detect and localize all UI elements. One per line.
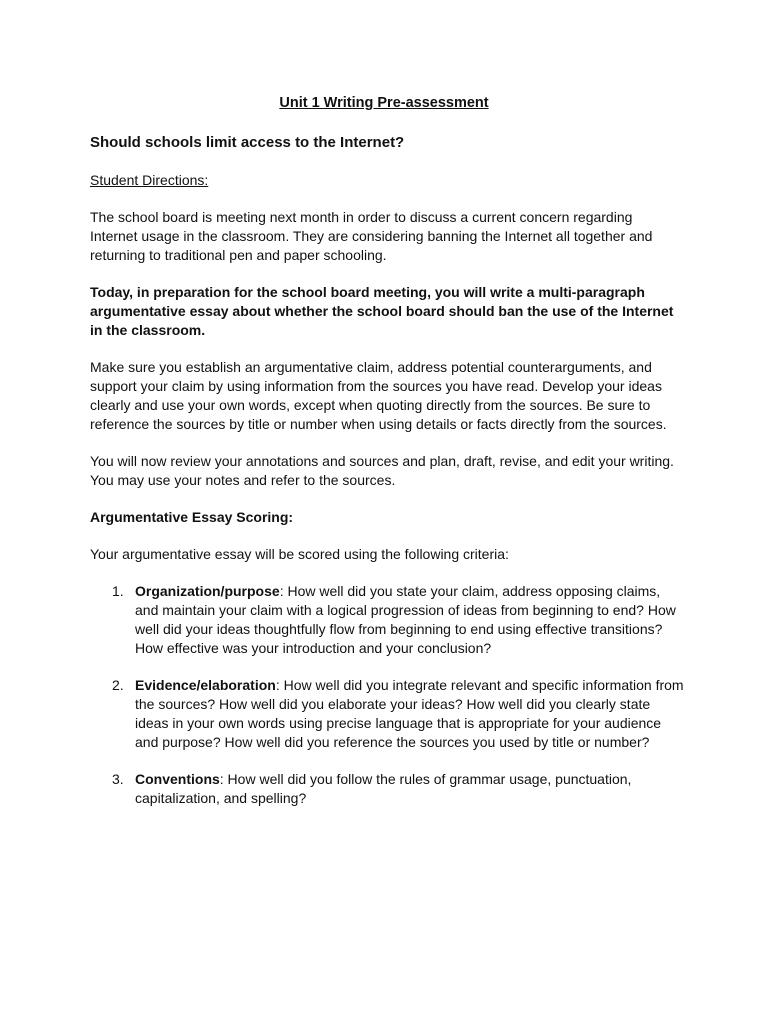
criteria-term: Evidence/elaboration: [135, 677, 276, 693]
criteria-item: [90, 676, 685, 752]
instructions-paragraph: Make sure you establish an argumentative claim, address potential counterarguments, and support your claim by using information from the sources you have read. Develop your ideas clearly and use your own words, except when quoting directly from the sources. Be sure to reference the sources by title or number when using details or facts directly from the sources.: [90, 359, 667, 432]
directions-heading: Student Directions:: [90, 172, 209, 188]
criteria-description: : How well did you state your claim, address opposing claims, and maintain your claim with a logical progression of ideas from beginning to end? How well did your ideas thoughtfully flow from beginning to end using effective transitions? How effective was your introduction and your conclusion?: [135, 583, 676, 656]
criteria-item: [90, 770, 685, 808]
criteria-list: [90, 582, 684, 808]
criteria-term: Conventions: [135, 771, 220, 787]
criteria-number: 2.: [112, 677, 124, 693]
context-paragraph: The school board is meeting next month in order to discuss a current concern regarding Internet usage in the classroom. They are considering banning the Internet all together and returning to traditional pen and paper schooling.: [90, 209, 653, 263]
criteria-number: 3.: [112, 771, 124, 787]
scoring-intro: Your argumentative essay will be scored using the following criteria:: [90, 546, 509, 562]
criteria-description: : How well did you integrate relevant and specific information from the sources? How well did you elaborate your ideas? How well did you clearly state ideas in your own words using precise language that is appropriate for your audience and purpose? How well did you reference the sources you used by title or number?: [135, 677, 684, 750]
scoring-heading: Argumentative Essay Scoring:: [90, 509, 294, 525]
review-paragraph: You will now review your annotations and sources and plan, draft, revise, and edit your writing. You may use your notes and refer to the sources.: [90, 453, 674, 488]
criteria-description: : How well did you follow the rules of grammar usage, punctuation, capitalization, and spelling?: [135, 771, 632, 806]
task-paragraph: Today, in preparation for the school board meeting, you will write a multi-paragraph argumentative essay about whether the school board should ban the use of the Internet in the classroom.: [90, 284, 674, 338]
criteria-term: Organization/purpose: [135, 583, 280, 599]
criteria-item: [90, 582, 685, 658]
document-title: Unit 1 Writing Pre-assessment: [279, 95, 489, 111]
criteria-number: 1.: [112, 583, 124, 599]
essay-question: Should schools limit access to the Internet?: [90, 134, 405, 151]
